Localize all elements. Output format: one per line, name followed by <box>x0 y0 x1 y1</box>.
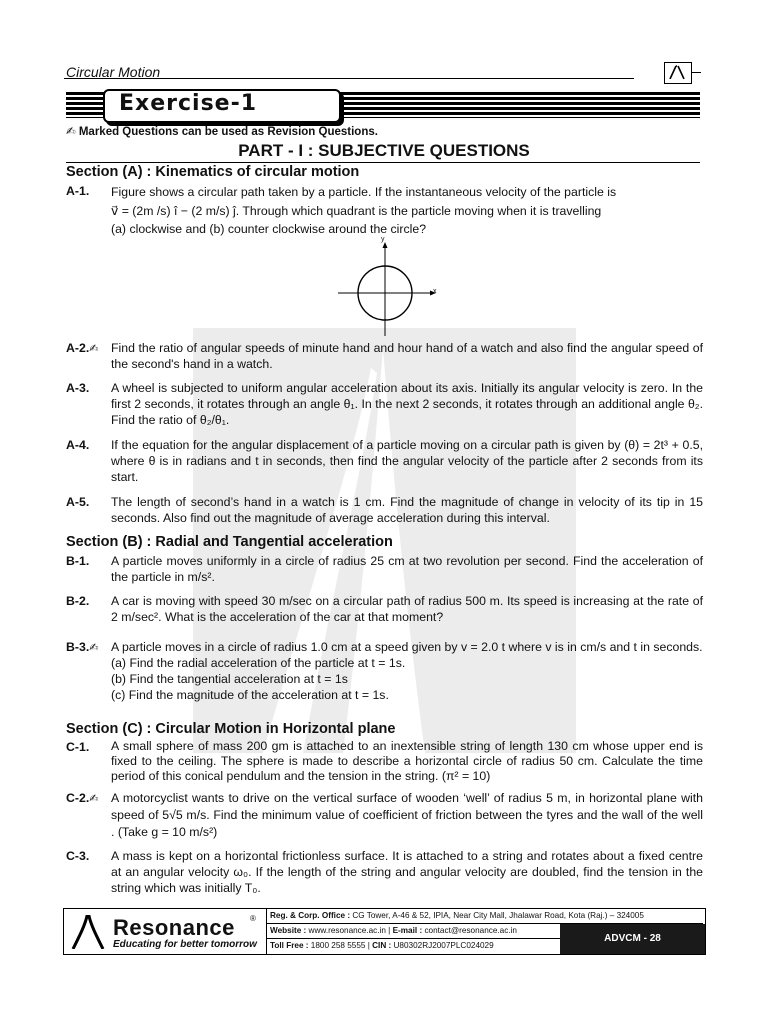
question-c3: C-3. A mass is kept on a horizontal frictionless surface. It is attached to a string and rotates about a fixed centre at an angular velocity ω₀. If the length of the string and angular velocity are doubled, find the tension in the string which was initially T₀. <box>66 849 703 895</box>
revision-note: ✍ Marked Questions can be used as Revision Questions. <box>66 126 378 138</box>
question-b1: B-1. A particle moves uniformly in a circle of radius 25 cm at two revolution per second. Find the acceleration of the particle in m/s². <box>66 554 703 584</box>
website-link[interactable]: www.resonance.ac.in <box>308 926 386 935</box>
question-a1: A-1. Figure shows a circular path taken by a particle. If the instantaneous velocity of the particle is v⃗ = (2m /s) î − (2 m/s) ĵ. Through which quadrant is the particle moving when it is travelling (a) clockwise and (b) counter clockwise around the circle? <box>66 184 617 236</box>
pen-icon: ✍ <box>66 126 76 138</box>
question-b3: B-3.✍ A particle moves in a circle of radius 1.0 cm at a speed given by v = 2.0 t where v is in cm/s and t in seconds. (a) Find the radial acceleration of the particle at t = 1s. (b) Find the tangential acceleration at t = 1s (c) Find the magnitude of the acceleration at t = 1s. <box>66 640 703 702</box>
question-c1: C-1. A small sphere of mass 200 gm is attached to an inextensible string of length 130 cm whose upper end is fixed to the ceiling. The sphere is made to describe a horizontal circle of radius 50 cm. Calculate the time period of this conical pendulum and the tension in the string. (π² = 10) <box>66 739 703 783</box>
question-c2: C-2.✍ A motorcyclist wants to drive on the vertical surface of wooden ‘well’ of radius 5 m, in horizontal plane with speed of 5√5 m/s. Find the minimum value of coefficient of friction between the tyres and the wall of the well . (Take g = 10 m/s²) <box>66 791 703 839</box>
header-rule-right <box>692 72 701 73</box>
section-b-heading: Section (B) : Radial and Tangential acceleration <box>66 534 393 550</box>
pen-icon: ✍ <box>89 793 99 805</box>
question-a2: A-2.✍ Find the ratio of angular speeds of minute hand and hour hand of a watch and also find the angular speed of the second's hand in a watch. <box>66 341 703 371</box>
chapter-title: Circular Motion <box>66 64 161 80</box>
x-axis-label: x <box>433 288 437 295</box>
registered-mark: ® <box>250 914 256 923</box>
exercise-banner <box>66 92 700 118</box>
part-title: PART - I : SUBJECTIVE QUESTIONS <box>238 141 530 160</box>
question-b2: B-2. A car is moving with speed 30 m/sec on a circular path of radius 500 m. Its speed is increasing at the rate of 2 m/sec². What is the acceleration of the car at that moment? <box>66 594 703 624</box>
office-address: Reg. & Corp. Office : CG Tower, A-46 & 52, IPIA, Near City Mall, Jhalawar Road, Kota (Raj.) – 324005 <box>270 911 644 920</box>
exercise-title: Exercise-1 <box>119 91 258 116</box>
footer <box>63 908 706 955</box>
circle-diagram <box>330 236 440 345</box>
question-a3: A-3. A wheel is subjected to uniform angular acceleration about its axis. Initially its angular velocity is zero. In the first 2 seconds, it rotates through an angle θ₁. In the next 2 seconds, it rotates through an additional angle θ₂. Find the ratio of θ₂/θ₁. <box>66 381 703 427</box>
pen-icon: ✍ <box>89 343 99 355</box>
header-rule <box>64 78 634 79</box>
contact-line: Website : www.resonance.ac.in | E-mail : contact@resonance.ac.in <box>270 926 517 935</box>
y-axis-label: y <box>381 236 385 243</box>
brand-tagline: Educating for better tomorrow <box>113 939 257 950</box>
page-code: ADVCM - 28 <box>560 924 705 954</box>
section-a-heading: Section (A) : Kinematics of circular motion <box>66 164 360 180</box>
pen-icon: ✍ <box>89 642 99 654</box>
resonance-logo-icon <box>664 62 692 84</box>
part-rule <box>66 162 700 163</box>
section-c-heading: Section (C) : Circular Motion in Horizontal plane <box>66 721 396 737</box>
resonance-logo-icon <box>70 915 106 949</box>
question-a4: A-4. If the equation for the angular displacement of a particle moving on a circular path is given by (θ) = 2t³ + 0.5, where θ is in radians and t in seconds, then find the angular velocity of the particle after 2 seconds from its start. <box>66 438 703 484</box>
tollfree-line: Toll Free : 1800 258 5555 | CIN : U80302RJ2007PLC024029 <box>270 941 494 950</box>
brand-name: Resonance <box>113 915 235 940</box>
footer-brand <box>68 913 258 951</box>
question-a5: A-5. The length of second’s hand in a watch is 1 cm. Find the magnitude of change in velocity of its tip in 15 seconds. Also find out the magnitude of average acceleration during this interval. <box>66 495 703 525</box>
email-link[interactable]: contact@resonance.ac.in <box>424 926 517 935</box>
